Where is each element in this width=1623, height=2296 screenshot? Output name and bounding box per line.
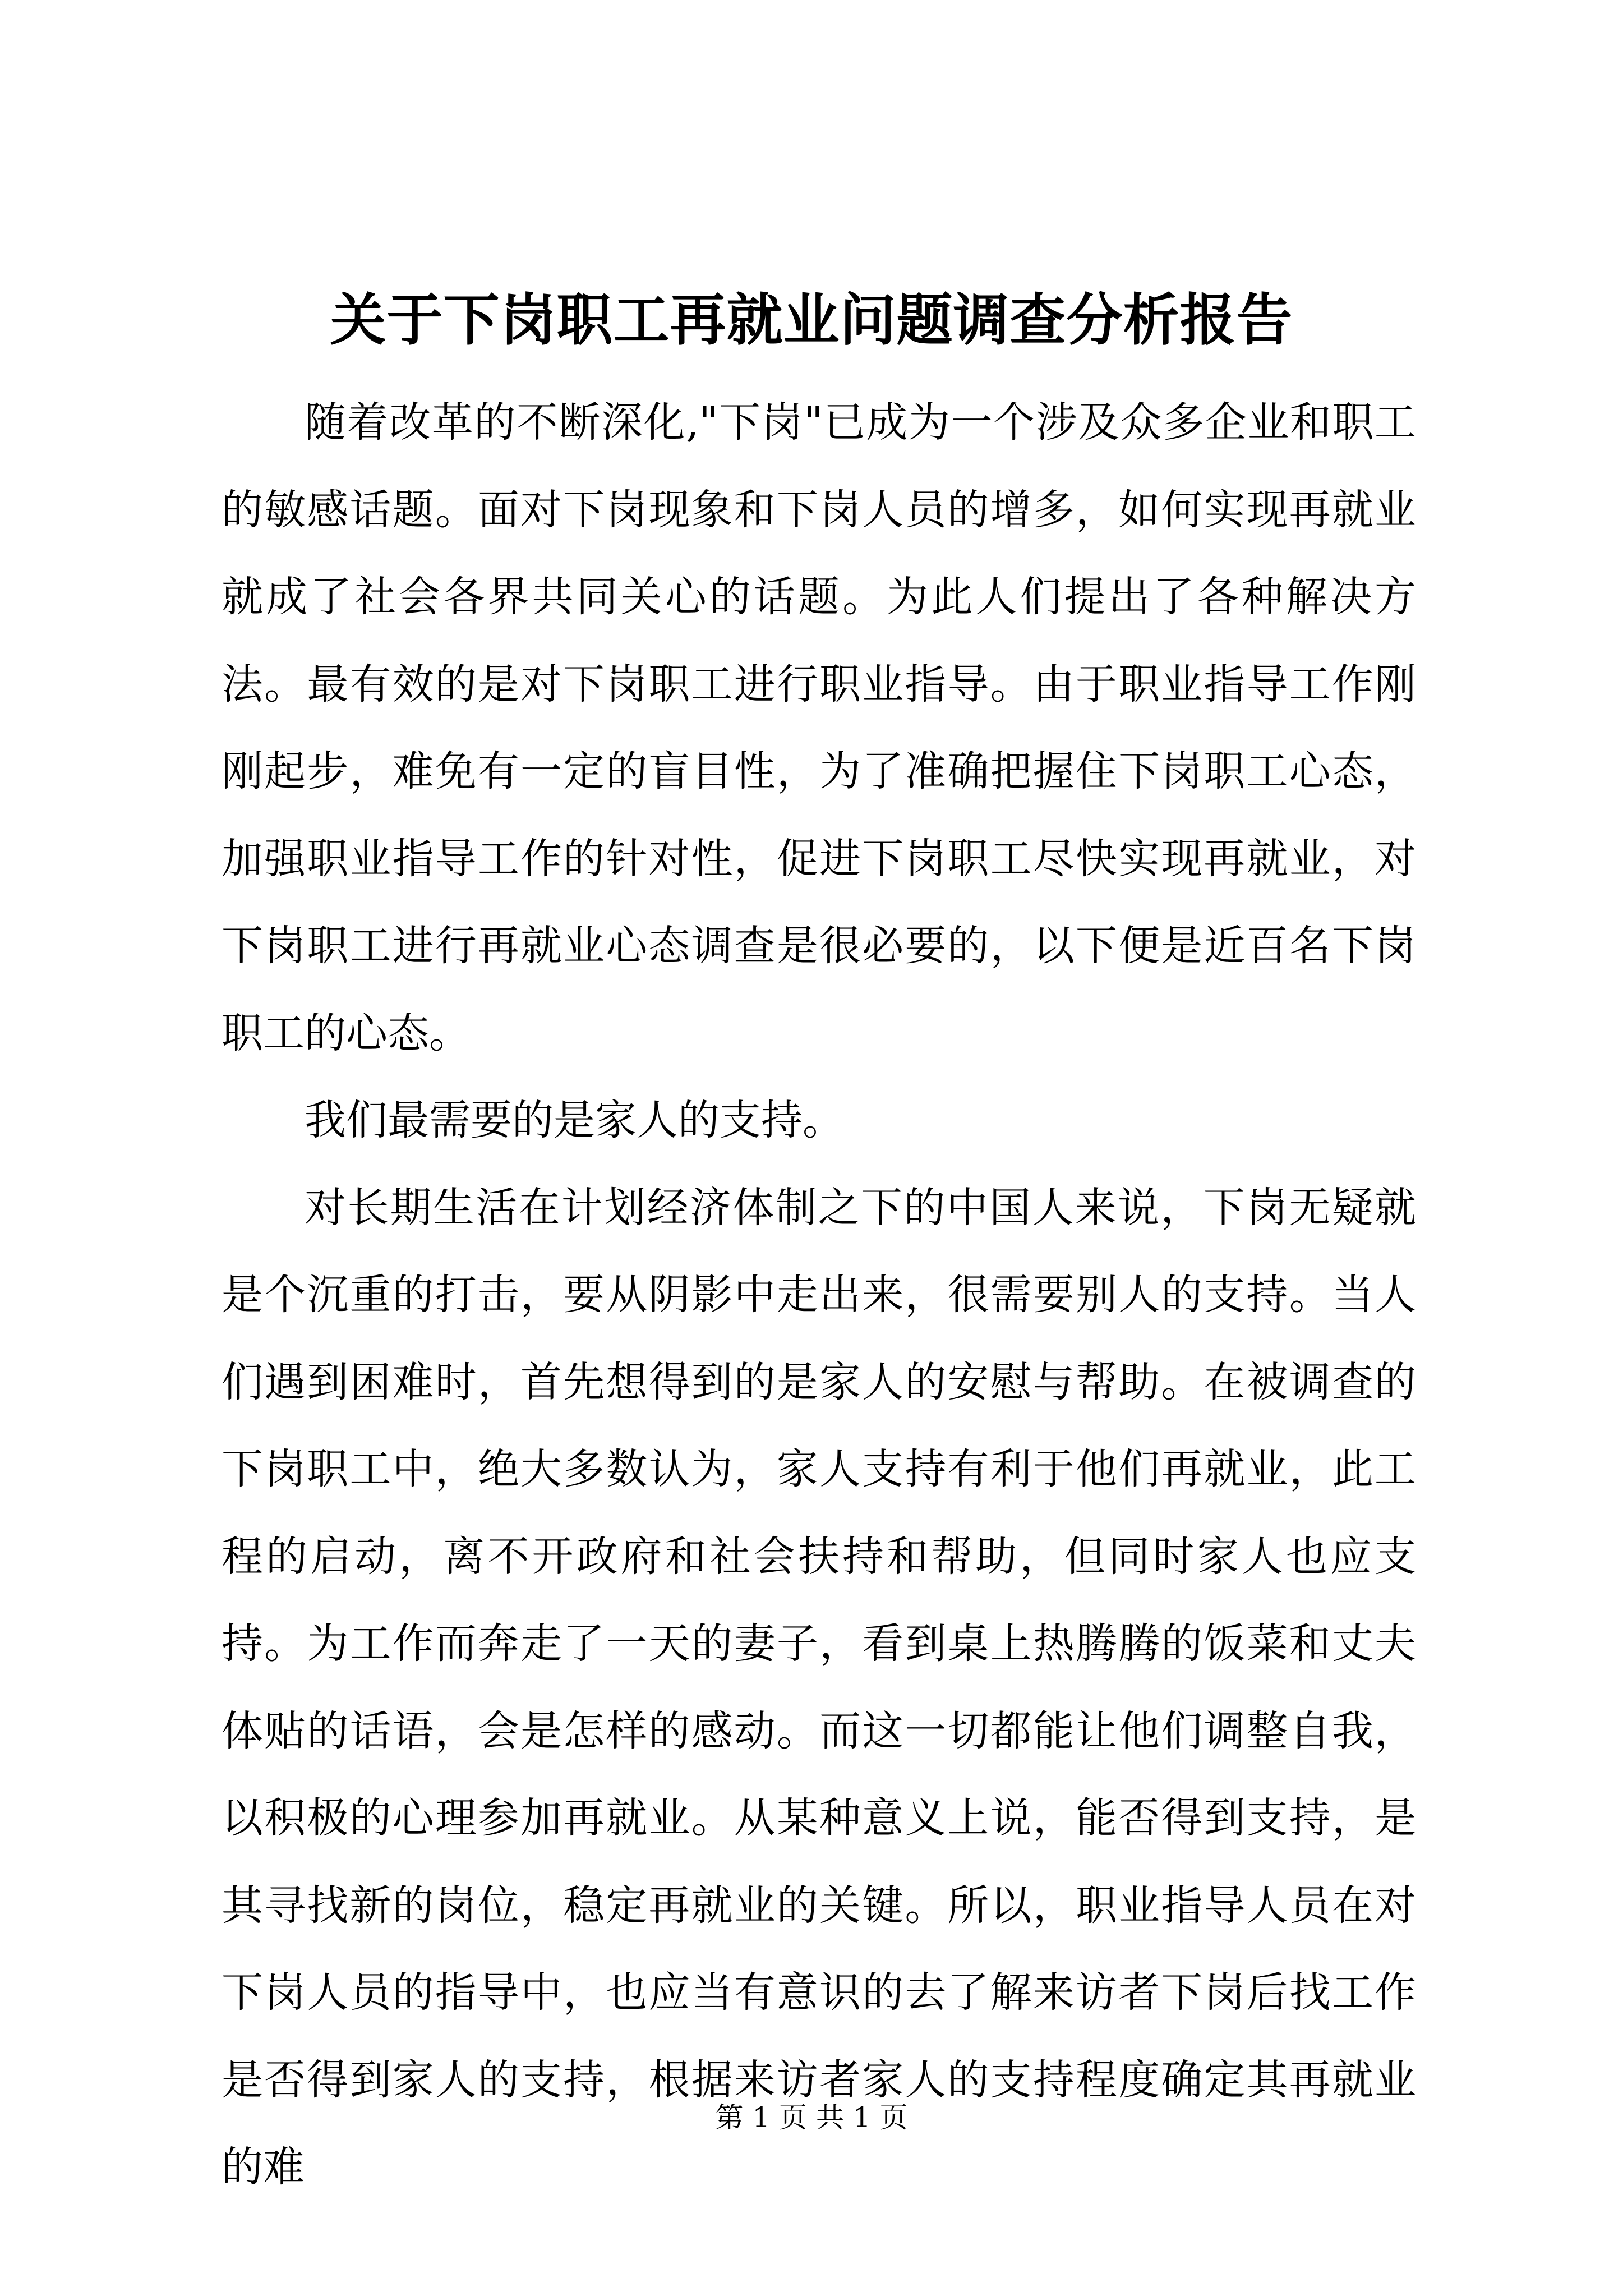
page-number-footer: 第 1 页 共 1 页: [715, 2101, 908, 2134]
paragraph-family-support: 对长期生活在计划经济体制之下的中国人来说，下岗无疑就是个沉重的打击，要从阴影中走出来，很需要别人的支持。当人们遇到困难时，首先想得到的是家人的安慰与帮助。在被调查的下岗职工中，绝大多数认为，家人支持有利于他们再就业，此工程的启动，离不开政府和社会扶持和帮助，但同时家人也应支持。为工作而奔走了一天的妻子，看到桌上热腾腾的饭菜和丈夫体贴的话语，会是怎样的感动。而这一切都能让他们调整自我，以积极的心理参加再就业。从某种意义上说，能否得到支持，是其寻找新的岗位，稳定再就业的关键。所以，职业指导人员在对下岗人员的指导中，也应当有意识的去了解来访者下岗后找工作是否得到家人的支持，根据来访者家人的支持程度确定其再就业的难: [222, 1183, 1416, 2191]
document-title: 关于下岗职工再就业问题调查分析报告: [330, 287, 1293, 353]
paragraph-heading-family-support: 我们最需要的是家人的支持。: [305, 1096, 844, 1144]
document-body: [222, 379, 1416, 2211]
paragraph-intro: 随着改革的不断深化,"下岗"已成为一个涉及众多企业和职工的敏感话题。面对下岗现象和下岗人员的增多，如何实现再就业就成了社会各界共同关心的话题。为此人们提出了各种解决方法。最有效的是对下岗职工进行职业指导。由于职业指导工作刚刚起步，难免有一定的盲目性，为了准确把握住下岗职工心态，加强职业指导工作的针对性，促进下岗职工尽快实现再就业，对下岗职工进行再就业心态调查是很必要的，以下便是近百名下岗职工的心态。: [222, 398, 1416, 1057]
